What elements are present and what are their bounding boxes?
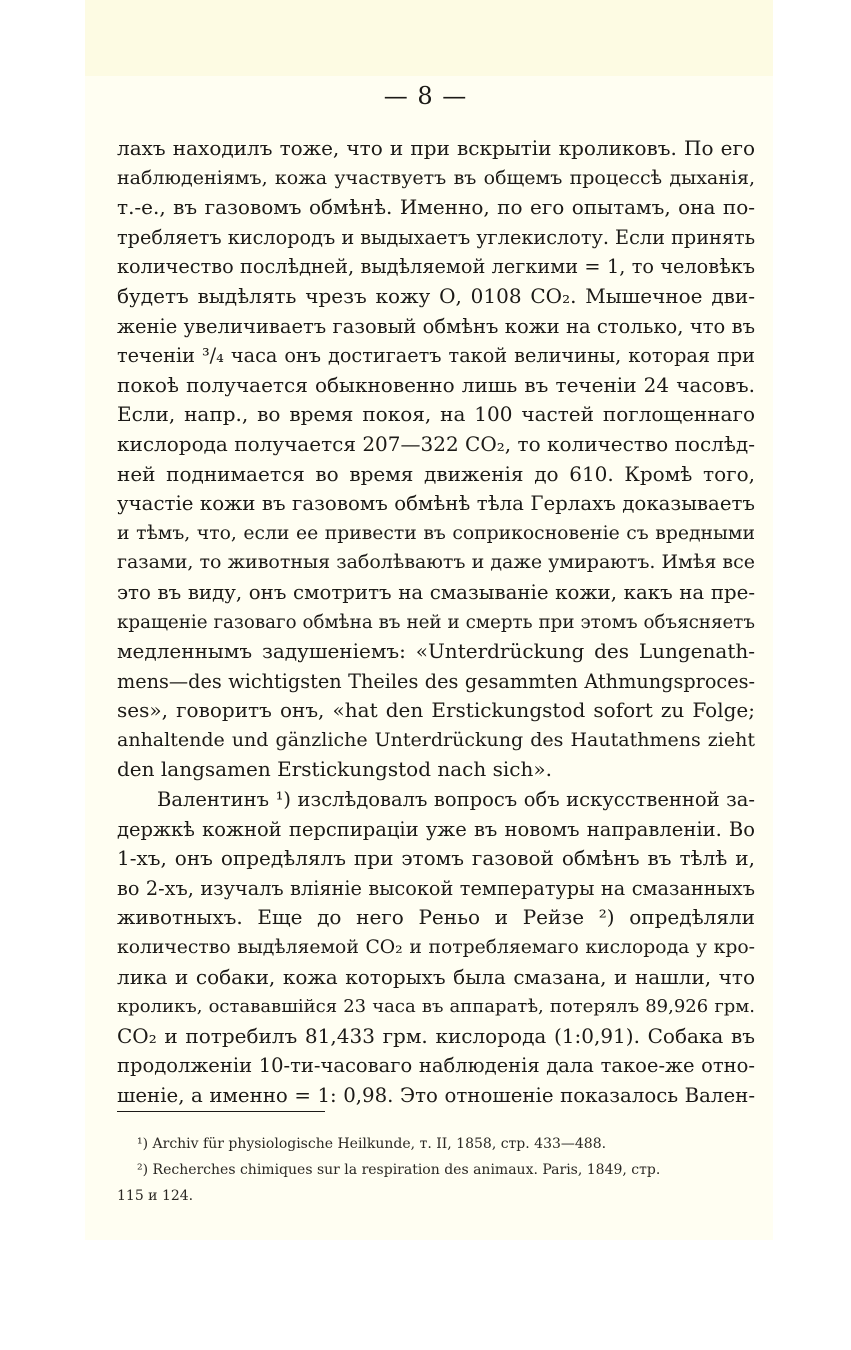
text-line: СО₂ и потребилъ 81,433 грм. кислорода (1:0,91). Собака въ [117,1023,755,1048]
text-line: лика и собаки, кожа которыхъ была смазана, и нашли, что [117,964,755,989]
text-line: участіе кожи въ газовомъ обмѣнѣ тѣла Герлахъ доказываетъ [117,492,755,516]
footnote-2: ²) Recherches chimiques sur la respiration des animaux. Paris, 1849, стр. [137,1162,661,1178]
text-line: кислорода получается 207—322 СО₂, то количество послѣд- [117,431,755,456]
page-top-margin [85,0,773,76]
footnote-2-continuation: 115 и 124. [117,1188,194,1204]
text-line: теченіи ³/₄ часа онъ достигаетъ такой величины, которая при [117,344,755,368]
paragraph-end-line: den langsamen Erstickungstod nach sich». [117,757,552,782]
text-line: кращеніе газоваго обмѣна въ ней и смерть при этомъ объясняетъ [117,611,755,633]
text-line: mens—des wichtigsten Theiles des gesammten Athmungsproces- [117,669,755,693]
body-text [117,134,755,1111]
text-line: продолженіи 10-ти-часоваго наблюденія дала такое-же отно- [117,1054,755,1078]
text-line: животныхъ. Еще до него Реньо и Рейзе ²) опредѣляли [117,905,755,930]
text-line: количество выдѣляемой СО₂ и потребляемаго кислорода у кро- [117,937,755,959]
footnotes [117,1131,755,1209]
text-line: лахъ находилъ тоже, что и при вскрытіи кроликовъ. По его [117,136,755,160]
text-line: держкѣ кожной перспираціи уже въ новомъ направленіи. Во [117,817,755,841]
text-line: женіе увеличиваетъ газовый обмѣнъ кожи на столько, что въ [117,314,755,338]
text-line: покоѣ получается обыкновенно лишь въ теченіи 24 часовъ. [117,372,755,397]
text-line: требляетъ кислородъ и выдыхаетъ углекислоту. Если принять [117,225,756,249]
footnote-1: ¹) Archiv für physiologische Heilkunde, т. II, 1858, стр. 433—488. [137,1136,607,1152]
text-line: ней поднимается во время движенія до 610. Кромѣ того, [117,461,755,486]
text-line: газами, то животныя заболѣваютъ и даже умираютъ. Имѣя все [117,551,755,574]
text-line: ses», говоритъ онъ, «hat den Erstickungstod sofort zu Folge; [117,698,755,723]
text-line: Если, напр., во время покоя, на 100 частей поглощеннаго [117,402,755,427]
text-line: во 2-хъ, изучалъ вліяніе высокой температуры на смазанныхъ [117,876,755,900]
text-line: т.-е., въ газовомъ обмѣнѣ. Именно, по его опытамъ, она по- [117,195,755,220]
paragraph-start-line: Валентинъ ¹) изслѣдовалъ вопросъ объ искусственной за- [157,788,755,812]
text-line: 1-хъ, онъ опредѣлялъ при этомъ газовой обмѣнъ въ тѣлѣ и, [117,846,755,871]
text-line: количество послѣдней, выдѣляемой легкими = 1, то человѣкъ [117,255,755,279]
text-line: кроликъ, остававшійся 23 часа въ аппаратѣ, потерялъ 89,926 грм. [117,996,755,1018]
footnote-separator [117,1111,325,1112]
text-line: будетъ выдѣлять чрезъ кожу О, 0108 СО₂. Мышечное дви- [117,283,755,308]
page-number: — 8 — [383,82,468,110]
text-line: это въ виду, онъ смотритъ на смазываніе кожи, какъ на пре- [117,580,755,604]
text-line: и тѣмъ, что, если ее привести въ соприкосновеніе съ вредными [117,522,755,544]
text-line: наблюденіямъ, кожа участвуетъ въ общемъ процессѣ дыханія, [117,166,755,189]
text-line: медленнымъ задушеніемъ: «Unterdrückung des Lungenath- [117,639,755,664]
text-line: шеніе, а именно = 1: 0,98. Это отношеніе показалось Вален- [117,1084,755,1107]
text-line: anhaltende und gänzliche Unterdrückung des Hautathmens zieht [117,728,755,751]
